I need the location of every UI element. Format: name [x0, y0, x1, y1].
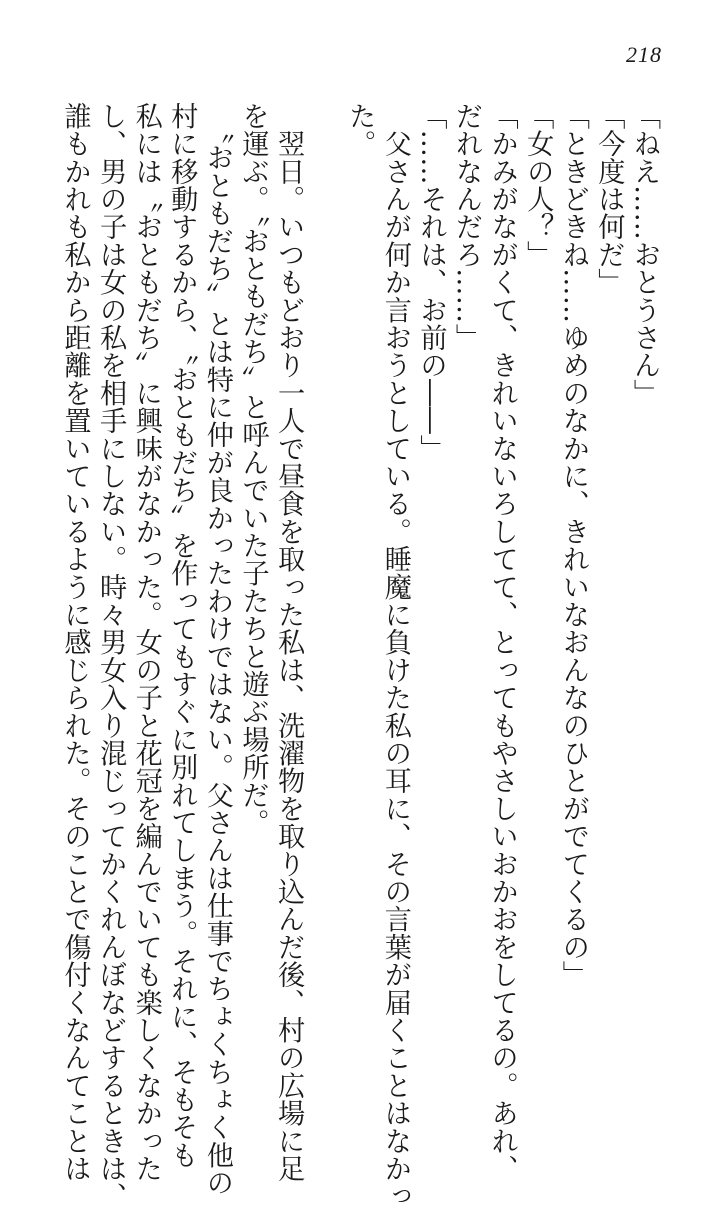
blank-line: [306, 102, 342, 982]
text-line: を運ぶ。〝おともだち〟と呼んでいた子たちと遊ぶ場所だ。: [237, 102, 269, 837]
text-line: 村に移動するから、〝おともだち〟を作ってもすぐに別れてしまう。それに、そもそも: [166, 102, 198, 1169]
text-line: 父さんが何か言おうとしている。睡魔に負けた私の耳に、その言葉が届くことはなかっ: [379, 102, 411, 1210]
text-line: 〝おともだち〟とは特に仲が良かったわけではない。父さんは仕事でちょくちょく他の: [201, 102, 233, 1197]
text-line: 「ねえ……おとうさん」: [629, 102, 660, 407]
text-line: 翌日。いつもどおり一人で昼食を取った私は、洗濯物を取り込んだ後、村の広場に足: [273, 102, 305, 1183]
text-line: た。: [344, 102, 376, 158]
text-line: だれなんだろ……」: [451, 102, 483, 352]
text-line: 「……それは、お前の――」: [415, 102, 447, 463]
text-line: 「かみがながくて、きれいないろしてて、とってもやさしいおかおをしてるの。あれ、: [486, 102, 518, 1183]
text-line: 「女の人？」: [522, 102, 554, 269]
text-line: 「ときどきね……ゆめのなかに、きれいなおんなのひとがでてくるの」: [557, 102, 589, 989]
novel-text-body: [57, 102, 662, 1210]
text-line: 誰もかれも私から距離を置いているように感じられた。そのことで傷付くなんてことは: [59, 102, 91, 1183]
text-line: し、男の子は女の私を相手にしない。時々男女入り混じってかくれんぼなどするときは、: [95, 102, 127, 1210]
text-line: 私には〝おともだち〟に興味がなかった。女の子と花冠を編んでいても楽しくなかった: [130, 102, 162, 1183]
text-line: 「今度は何だ」: [593, 102, 625, 296]
page-number: 218: [626, 42, 662, 67]
